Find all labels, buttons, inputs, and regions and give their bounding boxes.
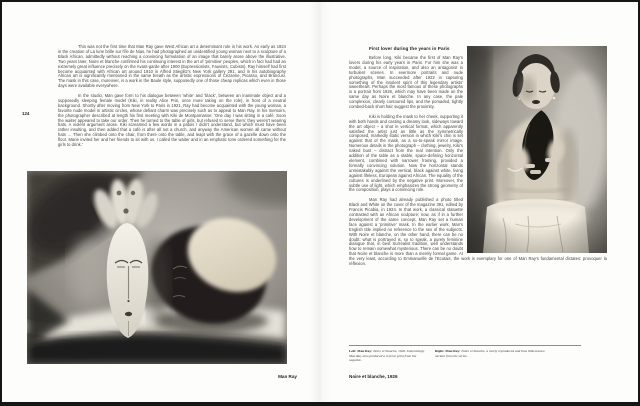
body-paragraph: Before long, Kiki became the first of Man Ray's lovers during his early years in Paris. For him she was a model, a source of inspiration, and also an antagonist in turbulent scenes. In evermore portraits and nude photographs, Man succeeded after 1922 in capturing something of the insolent spirit of this legendary artists' sweetheart. Perhaps the most famous of these photographs is a portrait from 1926, which may have been made on the same day as Noire et blanche. In any case, the pale complexion, clearly contoured lips, and the pomaded, tightly combed-back short hair suggest the proximity. <box>349 55 463 110</box>
running-footer-title: Noire et blanche, 1926 <box>349 374 398 379</box>
body-paragraph: Man Ray had already published a photo titled Black and White on the cover of the magazine 391, edited by Francis Picabia, in 1924. In that work, a classical statuette contrasted with an African sculpture; now, as if in a further development of the same concept, Man Ray set a human face against a 'primitive' mask. In the earlier work, Man's English title implied no reference to the sex of the subjects. With Noire et blanche, on the other hand, there can be no doubt: what is portrayed is, so to speak, a purely feminine dialogue that, in best Surrealist tradition, well understands how to remain somewhat mysterious. There can be no doubt that Noire et blanche is more than a merely formal game. At the very least, according to Emmanuelle de l'Ecotais, the work is exemplary for one of Man Ray's fundamental dictates: provoquer la réflexion. <box>349 197 607 267</box>
caption-label: Left: <box>349 349 357 353</box>
caption-block <box>349 349 579 363</box>
caption-text: a rarely reproduced and thus little-known variant from the series. <box>435 349 545 358</box>
caption-rule <box>349 345 581 346</box>
body-paragraph: In the studio, Man gave form to his dialogue between 'white' and 'black', between an inanimate object and a supposedly sleeping female model (Kiki, in reality Alice Prin, once more taking on the role), in front of a neutral background. Shortly after moving from New York to Paris in 1921, Ray had become acquainted with the young woman, a favorite nude model in artistic circles, whose defiant charm was precisely such as to appeal to Man Ray. In his memoirs, the photographer described at length his first meeting with Kiki de Montparnasse: 'One day I was sitting in a café. Soon the waiter appeared to take our order. Then he turned to the table of girls, but refused to serve them: they weren't wearing hats. A violent argument arose. Kiki screamed a few words in a patois I didn't understand, but which must have been rather insulting, and then added that a café is after all not a church, and anyway the American women all came without hats … Then she climbed onto the chair, from there onto the table, and leapt with the grace of a gazelle down onto the floor. Marie invited her and her friends to sit with us. I called the waiter and in an emphatic tone ordered something for the girls to drink.' <box>58 93 286 148</box>
photo-noire-et-blanche-variant <box>467 46 607 253</box>
caption-title: Noire et blanche, 1926. <box>373 349 407 353</box>
photo-noire-et-blanche-negative-print <box>27 171 287 364</box>
caption-artist: Man Ray: <box>445 349 461 353</box>
caption-title: Noire et blanche, <box>461 349 486 353</box>
right-page-text-block <box>349 45 607 272</box>
caption-text: Interestingly Man Ray also produced a reverse print from the negative. <box>349 349 425 362</box>
caption-label: Right: <box>435 349 445 353</box>
body-paragraph: This was not the first time that Man Ray gave West African art a determinant role in his work. As early as 1924 in the creation of La lune brille sur l'île de Nias, he had photographed an unidentified young woman next to a sculpture of a Black African, admittedly without reaching a convincing formulation of an image that barely arose above the illustrative. Two years later, Noire et blanche confirmed his continuing interest in the art of 'primitive' peoples, which in fact had had an extremely great influence precisely on the Avant-garde after 1900 (Expressionists, Fauvists, Cubists). Ray himself had first become acquainted with African art around 1910 in Alfred Stieglitz's New York gallery 291, and in his autobiography African art is significantly mentioned in the same breath as the artistic expressions of Cézanne, Picasso, and Brancusi. The mask in this case, moreover, is a work in the Baule style, supposedly one of those cheap replicas which even in those days were available everywhere. <box>58 44 287 89</box>
page-gutter <box>310 2 332 402</box>
body-paragraph: Kiki is holding the mask to her cheek, supporting it with both hands and casting a dreamy look, sideways toward the art object – a shot in vertical format, which apparently satisfied the artist just as little as the symmetrically composed, markedly static version in which Kiki's chin is set against that of the mask, as a so-to-speak mirror image. Numerous details in the photograph – clothing, jewelry, Kiki's naked bust – distract from the real intention. Only the addition of the table as a stable, space-defining horizontal element, combined with narrower framing, provided a formally convincing solution. Now the horizontal stands unmistakably against the vertical, black against white, living against lifeless, European against African. The equality of the cultures is underlined by the negative print. Moreover, the subtle use of light, which emphasizes the strong geometry of the composition, plays a convincing role. <box>349 113 463 193</box>
caption-left-photo <box>349 349 429 363</box>
caption-artist: Man Ray: <box>357 349 373 353</box>
page-number: 124 <box>22 111 30 116</box>
left-page-text-block <box>58 45 286 153</box>
running-footer-artist: Man Ray <box>278 374 297 379</box>
caption-right-photo <box>435 349 545 363</box>
section-heading: First lover during the years in Paris <box>369 46 450 51</box>
